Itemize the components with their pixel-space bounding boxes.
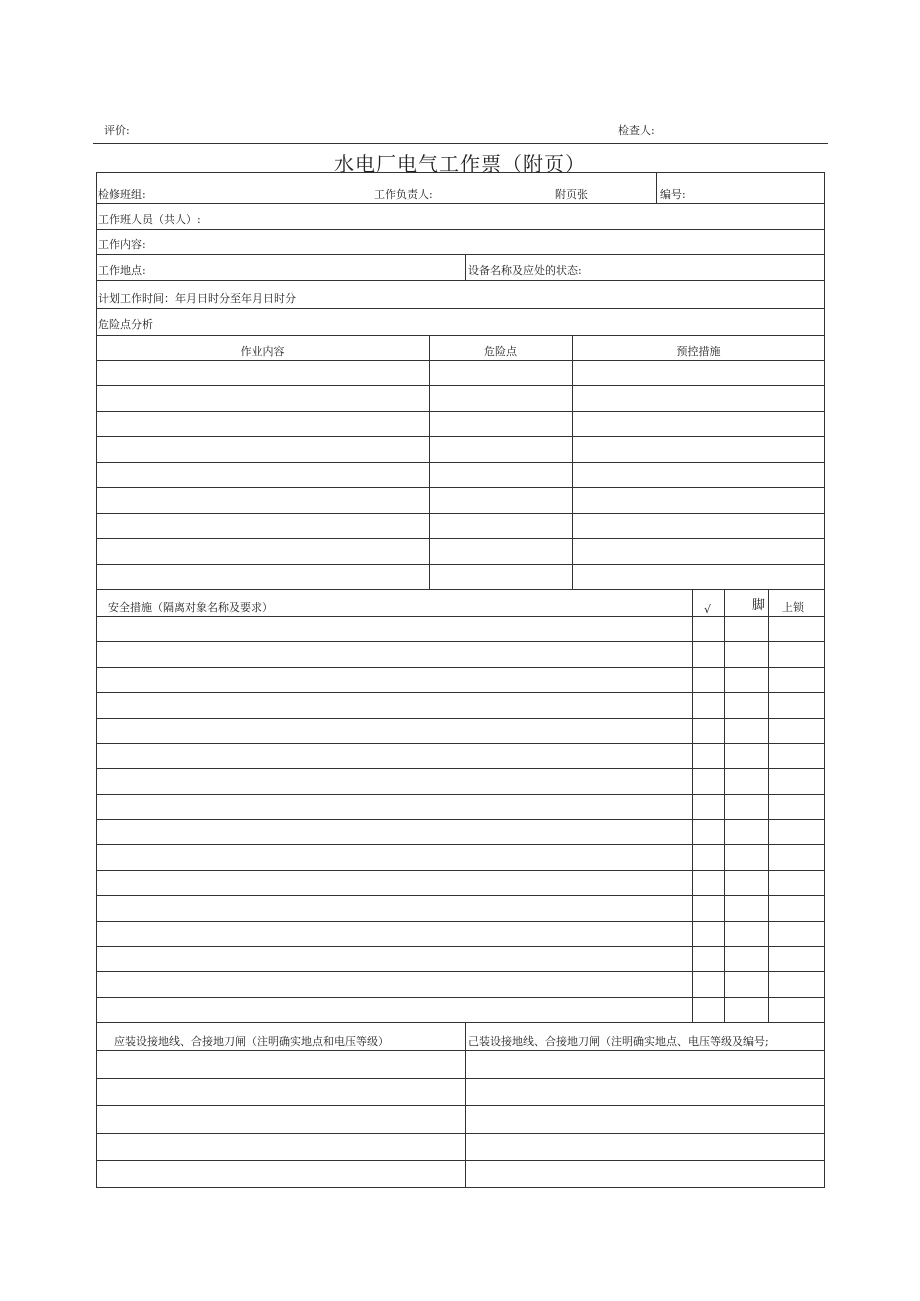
risk-table-row: [96, 513, 825, 514]
grounding-installed-header: 己装设接地线、合接地刀闸（注明确实地点、电压等级及编号;: [468, 1035, 769, 1048]
risk-table-row: [96, 385, 825, 386]
safety-table-row: [96, 743, 825, 744]
check-header: √: [704, 603, 712, 616]
risk-table-row: [96, 436, 825, 437]
grounding-table-row: [96, 1078, 825, 1079]
row-divider: [96, 203, 825, 204]
work-leader-field: 工作负责人:: [374, 188, 433, 201]
safety-table-row: [96, 616, 825, 617]
inspector-label: 检查人:: [618, 124, 655, 137]
safety-col-divider: [724, 589, 725, 1022]
safety-table-row: [96, 768, 825, 769]
row-divider: [96, 280, 825, 281]
grounding-table-row: [96, 1133, 825, 1134]
safety-table-row: [96, 692, 825, 693]
safety-table-row: [96, 971, 825, 972]
location-divider: [465, 254, 466, 280]
safety-table-row: [96, 946, 825, 947]
safety-table-row: [96, 895, 825, 896]
content-field: 工作内容:: [98, 238, 146, 251]
grounding-required-header: 应装设接地线、合接地刀闸（注明确实地点和电压等级）: [114, 1035, 389, 1048]
row-divider: [96, 229, 825, 230]
row-divider: [96, 335, 825, 336]
safety-table-row: [96, 718, 825, 719]
grounding-table-row: [96, 1160, 825, 1161]
attached-pages-field: 附页张: [555, 188, 588, 201]
risk-table-row: [96, 487, 825, 488]
safety-table-row: [96, 921, 825, 922]
safety-table-row: [96, 844, 825, 845]
equipment-status-field: 设备名称及应处的状态:: [468, 264, 582, 277]
safety-table-row: [96, 870, 825, 871]
members-field: 工作班人员（共人）:: [98, 213, 201, 226]
location-field: 工作地点:: [98, 264, 146, 277]
grounding-table-row: [96, 1050, 825, 1051]
grounding-table-row: [96, 1105, 825, 1106]
safety-header: 安全措施（隔离对象名称及要求）: [108, 601, 273, 614]
risk-header-work-content: 作业内容: [240, 345, 285, 358]
row-divider: [96, 254, 825, 255]
risk-header-hazard: 危险点: [484, 345, 517, 358]
row-divider: [96, 589, 825, 590]
page-title: 水电厂电气工作票（附页）: [334, 152, 586, 176]
foot-header: 脚: [752, 598, 766, 613]
safety-col-divider: [768, 589, 769, 1022]
lock-header: 上锁: [782, 601, 804, 614]
planned-time-field: 计划工作时间：年月日时分至年月日时分: [98, 292, 296, 305]
safety-table-row: [96, 997, 825, 998]
safety-table-row: [96, 819, 825, 820]
row-divider: [96, 1022, 825, 1023]
evaluation-label: 评价:: [104, 124, 130, 137]
number-divider: [656, 172, 657, 203]
risk-table-row: [96, 538, 825, 539]
safety-table-row: [96, 641, 825, 642]
risk-header-control: 预控措施: [676, 345, 721, 358]
risk-table-row: [96, 462, 825, 463]
number-field: 编号:: [660, 188, 686, 201]
repair-team-field: 检修班组:: [98, 188, 146, 201]
row-divider: [96, 308, 825, 309]
risk-analysis-label: 危险点分析: [98, 318, 153, 331]
risk-table-row: [96, 360, 825, 361]
header-divider: [93, 143, 828, 144]
risk-table-row: [96, 411, 825, 412]
safety-col-divider: [692, 589, 693, 1022]
risk-table-row: [96, 564, 825, 565]
safety-table-row: [96, 667, 825, 668]
safety-table-row: [96, 794, 825, 795]
